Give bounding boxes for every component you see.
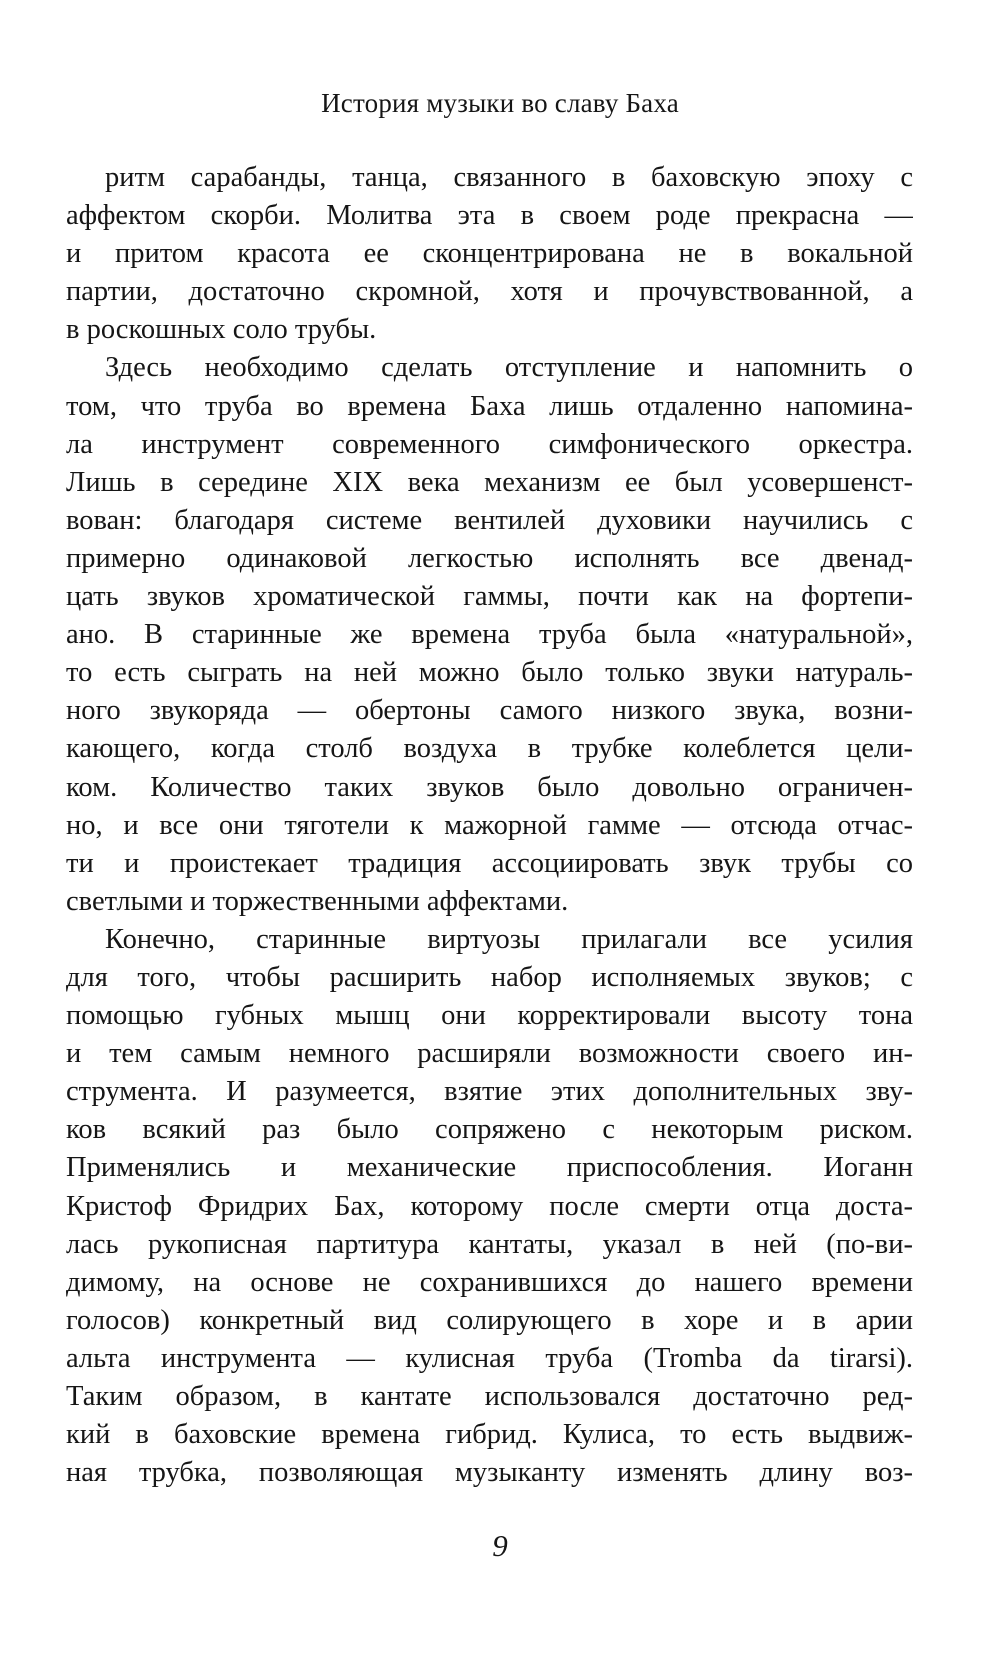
text-line: димому, на основе не сохранившихся до нашего времени	[66, 1266, 913, 1298]
text-line: Конечно, старинные виртуозы прилагали все усилия	[105, 923, 913, 955]
page-number: 9	[492, 1528, 508, 1563]
text-line: Кристоф Фридрих Бах, которому после смерти отца доста-	[66, 1190, 913, 1222]
text-line: вован: благодаря системе вентилей духовики научились с	[66, 504, 913, 536]
text-line: партии, достаточно скромной, хотя и прочувствованной, а	[66, 276, 913, 308]
text-line: в роскошных соло трубы.	[66, 314, 377, 346]
text-line: аффектом скорби. Молитва эта в своем роде прекрасна —	[66, 200, 913, 232]
text-line: ано. В старинные же времена труба была «натуральной»,	[66, 619, 913, 651]
paragraph-2	[66, 349, 913, 920]
text-line: светлыми и торжественными аффектами.	[66, 885, 569, 917]
text-line: том, что труба во времена Баха лишь отдаленно напомина-	[66, 390, 913, 422]
text-line: альта инструмента — кулисная труба (Tromba da tirarsi).	[66, 1342, 913, 1374]
text-line: голосов) конкретный вид солирующего в хоре и в арии	[66, 1304, 913, 1336]
text-line: но, и все они тяготели к мажорной гамме — отсюда отчас-	[66, 809, 913, 841]
text-line: цать звуков хроматической гаммы, почти как на фортепи-	[66, 581, 913, 613]
text-line: ти и проистекает традиция ассоциировать звук трубы со	[66, 847, 913, 879]
text-line: лась рукописная партитура кантаты, указал в ней (по-ви-	[66, 1228, 913, 1260]
text-line: примерно одинаковой легкостью исполнять все двенад-	[66, 542, 913, 574]
text-line: для того, чтобы расширить набор исполняемых звуков; с	[66, 961, 913, 993]
text-line: ков всякий раз было сопряжено с некоторым риском.	[66, 1114, 913, 1146]
text-line: кающего, когда столб воздуха в трубке колеблется цели-	[66, 733, 913, 765]
text-line: Здесь необходимо сделать отступление и напомнить о	[105, 352, 913, 384]
paragraph-1	[66, 159, 913, 349]
paragraph-3	[66, 921, 913, 1492]
text-line: ного звукоряда — обертоны самого низкого звука, возни-	[66, 695, 913, 727]
text-line: помощью губных мышц они корректировали высоту тона	[66, 1000, 913, 1032]
text-line: струмента. И разумеется, взятие этих дополнительных зву-	[66, 1076, 913, 1108]
text-line: ла инструмент современного симфонического оркестра.	[66, 428, 913, 460]
text-line: Лишь в середине XIX века механизм ее был усовершенст-	[66, 466, 913, 498]
text-line: ная трубка, позволяющая музыканту изменять длину воз-	[66, 1457, 913, 1489]
running-header: История музыки во славу Баха	[321, 88, 679, 118]
text-line: и притом красота ее сконцентрирована не в вокальной	[66, 238, 913, 270]
body-text	[66, 159, 913, 1492]
text-line: Таким образом, в кантате использовался достаточно ред-	[66, 1381, 913, 1412]
text-line: ритм сарабанды, танца, связанного в баховскую эпоху с	[105, 162, 913, 193]
text-line: то есть сыграть на ней можно было только звуки натураль-	[66, 657, 913, 689]
text-line: кий в баховские времена гибрид. Кулиса, то есть выдвиж-	[66, 1419, 913, 1451]
text-line: и тем самым немного расширяли возможности своего ин-	[66, 1038, 913, 1070]
text-line: ком. Количество таких звуков было довольно ограничен-	[66, 771, 913, 803]
text-line: Применялись и механические приспособления. Иоганн	[66, 1152, 913, 1184]
